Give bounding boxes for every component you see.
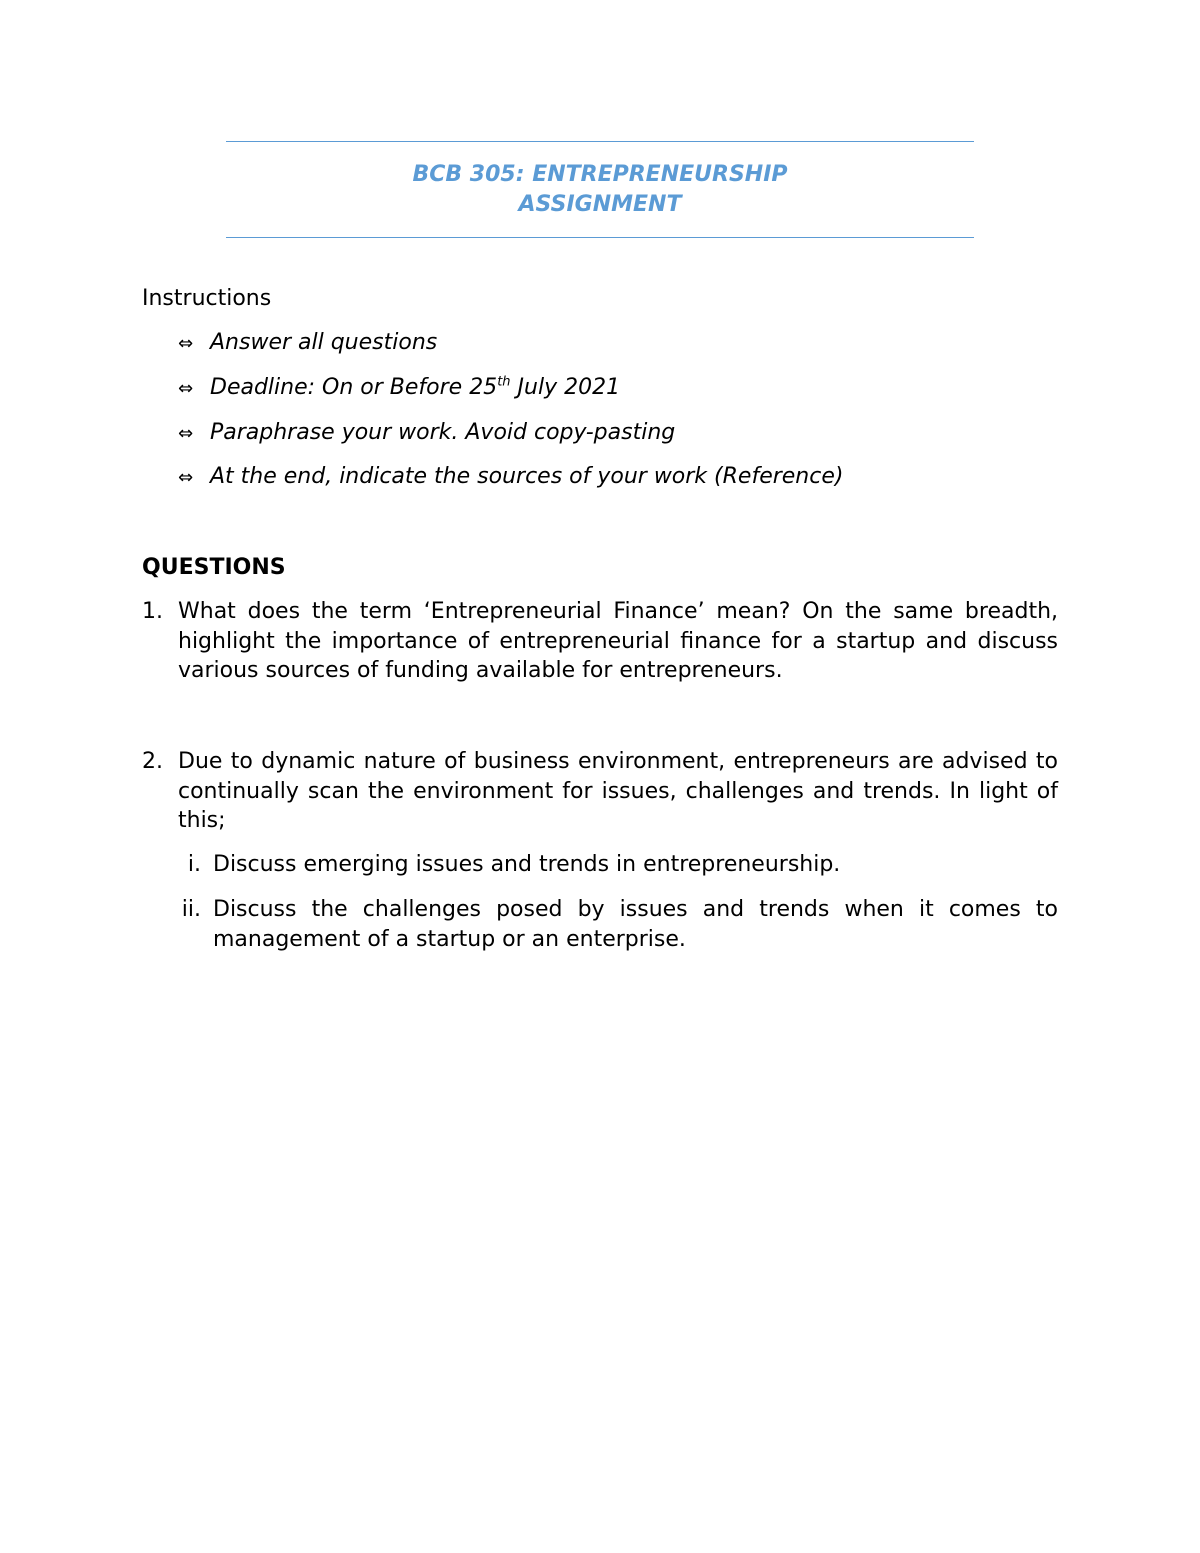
sub-question-text: Discuss emerging issues and trends in entrepreneurship. xyxy=(213,852,841,877)
sub-question-numeral: i. xyxy=(187,852,201,877)
question-number: 1. xyxy=(142,599,163,624)
title-line-assignment: ASSIGNMENT xyxy=(518,192,682,217)
question-text: Due to dynamic nature of business environment, entrepreneurs are advised to continually scan the environment for issues, challenges and trends. In light of this; xyxy=(178,749,1058,833)
ordinal-suffix: th xyxy=(497,374,511,390)
instruction-item xyxy=(178,462,843,493)
questions-heading: QUESTIONS xyxy=(142,555,286,580)
double-arrow-icon: ⇔ xyxy=(178,423,194,444)
header-bottom-rule xyxy=(226,237,974,238)
double-arrow-icon: ⇔ xyxy=(178,378,194,399)
question-number: 2. xyxy=(142,749,163,774)
double-arrow-icon: ⇔ xyxy=(178,333,194,354)
instruction-text: Answer all questions xyxy=(210,330,438,355)
sub-question-text: Discuss the challenges posed by issues and trends when it comes to management of a startup or an enterprise. xyxy=(213,897,1058,952)
instruction-text: Paraphrase your work. Avoid copy-pasting xyxy=(210,420,676,445)
instruction-item xyxy=(178,418,675,449)
sub-question-item xyxy=(181,895,1058,954)
sub-question-numeral: ii. xyxy=(181,897,201,922)
question-text: What does the term ‘Entrepreneurial Finance’ mean? On the same breadth, highlight the importance of entrepreneurial finance for a startup and discuss various sources of funding available for entrepreneurs. xyxy=(178,599,1058,683)
instruction-item xyxy=(178,328,437,359)
double-arrow-icon: ⇔ xyxy=(178,467,194,488)
question-item xyxy=(142,747,1058,836)
question-item xyxy=(142,597,1058,686)
instruction-item xyxy=(178,373,620,404)
header-top-rule xyxy=(226,141,974,142)
instruction-text-deadline-date: July 2021 xyxy=(510,375,621,400)
document-title xyxy=(226,160,974,220)
title-line-course: BCB 305: ENTREPRENEURSHIP xyxy=(412,162,788,187)
sub-question-item xyxy=(187,850,1058,880)
instructions-heading: Instructions xyxy=(142,286,272,311)
instruction-text-deadline: Deadline: On or Before 25 xyxy=(210,375,498,400)
instruction-text: At the end, indicate the sources of your work (Reference) xyxy=(210,464,844,489)
